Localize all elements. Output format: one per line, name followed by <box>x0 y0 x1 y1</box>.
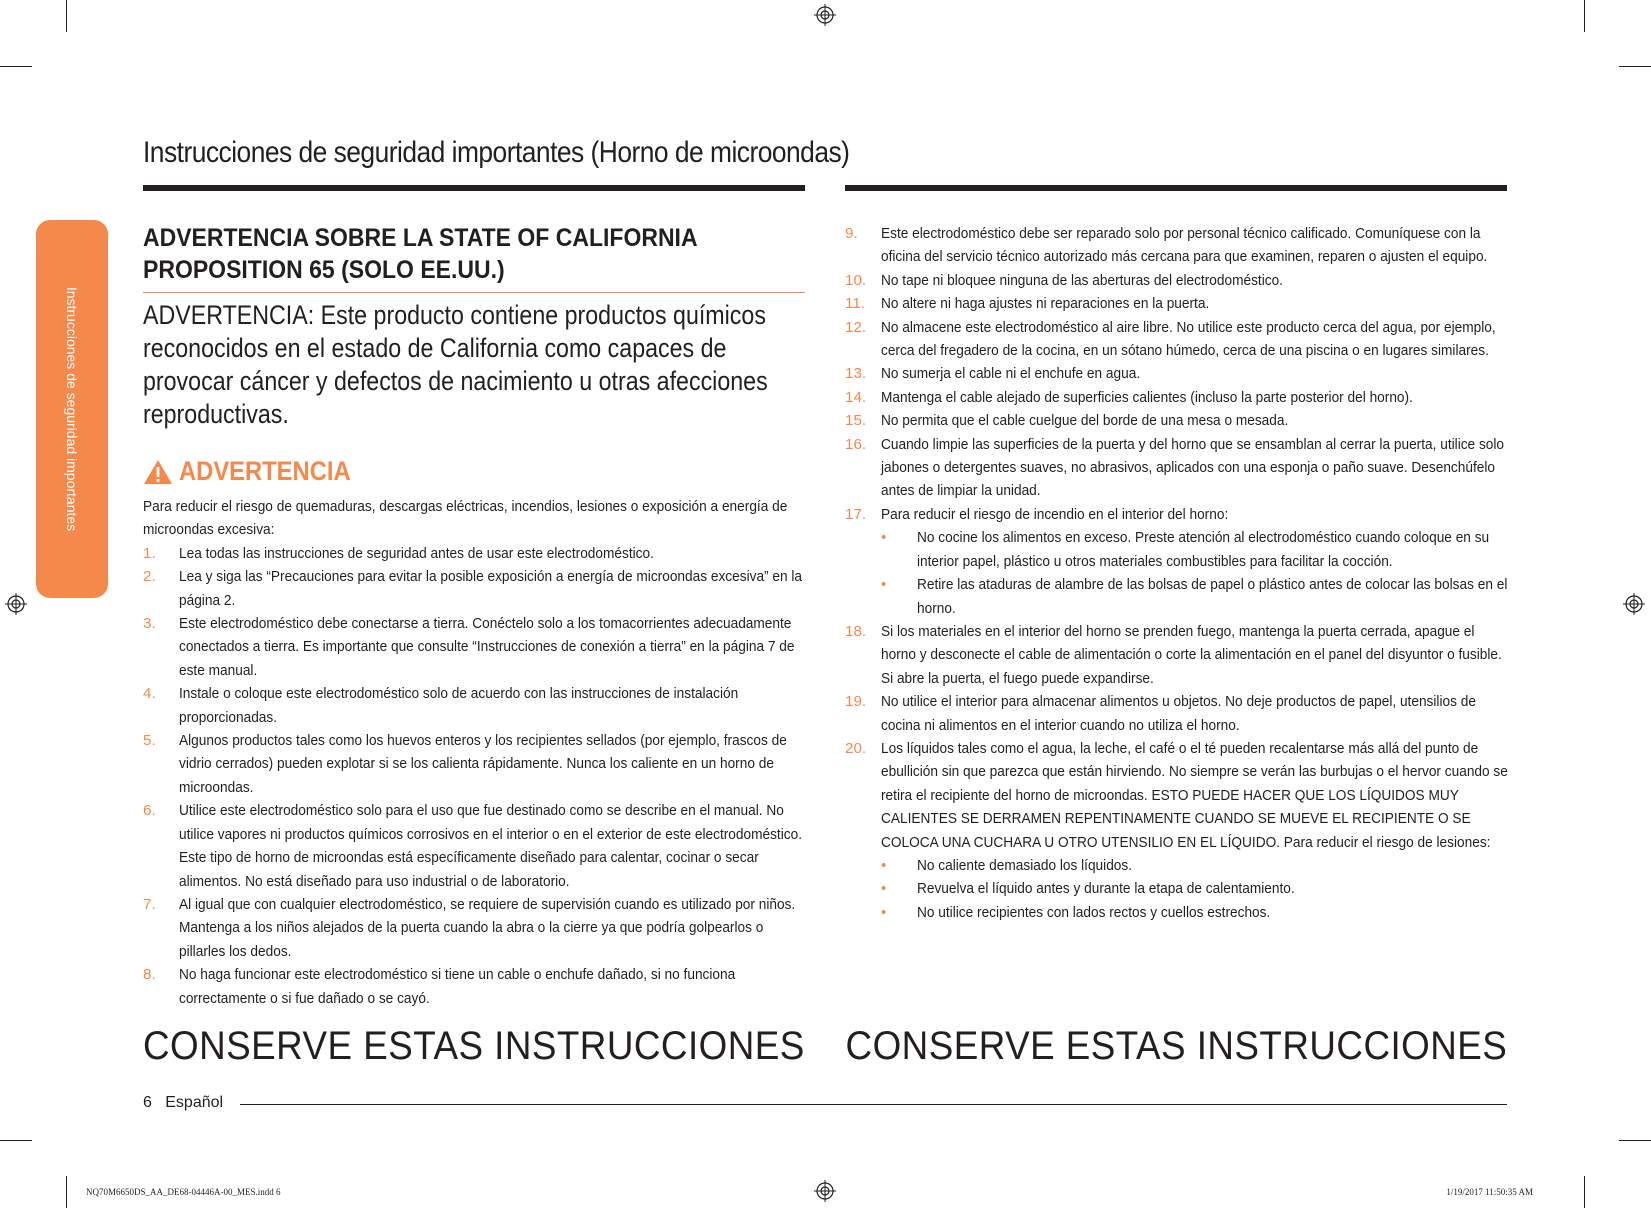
side-tab-label: Instrucciones de seguridad importantes <box>64 286 80 532</box>
list-item <box>845 690 1507 737</box>
header-rule-left <box>143 185 805 191</box>
crop-mark <box>0 1140 32 1141</box>
item-text: Los líquidos tales como el agua, la leche, el café o el té pueden recalentarse más allá del punto de ebullición sin que parezca que están hirviendo. No siempre se verán las burbujas o el hervor cuando se retira el recipiente del horno de microondas. ESTO PUEDE HACER QUE LOS LÍQUIDOS MUY CALIENTES SE DERRAMEN REPENTINAMENTE CUANDO SE MUEVE EL RECIPIENTE O SE COLOCA UNA CUCHARA U OTRO UTENSILIO EN EL LÍQUIDO. Para reducir el riesgo de lesiones: <box>881 739 1508 851</box>
page-footer <box>143 1094 223 1112</box>
list-item <box>143 682 805 729</box>
crop-mark <box>1619 1140 1651 1141</box>
bullet-text: No utilice recipientes con lados rectos y cuellos estrechos. <box>917 903 1271 921</box>
item-text: Este electrodoméstico debe ser reparado solo por personal técnico calificado. Comuníquese con la oficina del servicio técnico autorizado más cercana para que examinen, reparen o ajusten el equipo. <box>881 225 1488 266</box>
item-text: Lea todas las instrucciones de seguridad antes de usar este electrodoméstico. <box>179 544 654 562</box>
crop-mark <box>1619 66 1651 67</box>
page-title: Instrucciones de seguridad importantes (Horno de microondas) <box>143 136 850 169</box>
item-text: Este electrodoméstico debe conectarse a tierra. Conéctelo solo a los tomacorrientes adecuadamente conectados a tierra. Es importante que consulte “Instrucciones de conexión a tierra” en la página 7 de este manual. <box>179 615 795 679</box>
item-number: 15. <box>845 412 867 430</box>
item-number: 6. <box>143 802 156 820</box>
footer-rule <box>240 1104 1507 1105</box>
list-item <box>143 542 805 565</box>
item-text: Mantenga el cable alejado de superficies calientes (incluso la parte posterior del horno). <box>881 388 1413 406</box>
crop-mark <box>0 66 32 67</box>
bullet-icon: • <box>881 856 887 874</box>
registration-mark-icon <box>5 593 27 615</box>
list-item <box>845 316 1507 363</box>
list-item <box>845 386 1507 409</box>
warning-intro: Para reducir el riesgo de quemaduras, descargas eléctricas, incendios, lesiones o exposición a energía de microondas excesiva: <box>143 498 788 539</box>
print-slug-file: NQ70M6650DS_AA_DE68-04446A-00_MES.indd 6 <box>86 1187 281 1197</box>
section-rule <box>143 292 805 293</box>
left-safety-list <box>143 542 805 1010</box>
item-number: 4. <box>143 685 156 703</box>
bullet-icon: • <box>881 903 887 921</box>
item-number: 17. <box>845 505 867 523</box>
item-number: 11. <box>845 295 865 313</box>
footer-language: Español <box>165 1094 224 1111</box>
bullet-text: No cocine los alimentos en exceso. Preste atención al electrodoméstico cuando coloque en su interior papel, plástico u otros materiales combustibles para facilitar la cocción. <box>917 529 1490 570</box>
list-item <box>143 799 805 893</box>
item-number: 16. <box>845 435 867 453</box>
page-number: 6 <box>143 1094 152 1111</box>
item-text: Lea y siga las “Precauciones para evitar la posible exposición a energía de microondas excesiva” en la página 2. <box>179 568 803 609</box>
warning-triangle-icon <box>143 458 173 486</box>
crop-mark <box>1584 1176 1585 1208</box>
bullet-icon: • <box>881 880 887 898</box>
item-number: 3. <box>143 615 156 633</box>
item-text: Para reducir el riesgo de incendio en el interior del horno: <box>881 505 1229 523</box>
bullet-item <box>881 901 1507 924</box>
item-number: 14. <box>845 388 867 406</box>
bullet-item <box>881 877 1507 900</box>
item-text: Instale o coloque este electrodoméstico solo de acuerdo con las instrucciones de instalación proporcionadas. <box>179 685 739 726</box>
bullet-list <box>881 526 1507 620</box>
list-item <box>845 737 1507 924</box>
crop-mark <box>66 0 67 32</box>
list-item <box>143 963 805 1010</box>
prop65-warning-text: ADVERTENCIA: Este producto contiene productos químicos reconocidos en el estado de California como capaces de provocar cáncer y defectos de nacimiento u otras afecciones reproductivas. <box>143 300 768 429</box>
item-text: Cuando limpie las superficies de la puerta y del horno que se ensamblan al cerrar la puerta, utilice solo jabones o detergentes suaves, no abrasivos, aplicados con una esponja o paño suave. Desenchúfelo antes de limpiar la unidad. <box>881 435 1505 500</box>
item-number: 12. <box>845 318 867 336</box>
item-number: 9. <box>845 225 858 242</box>
bullet-item <box>881 526 1507 573</box>
bullet-item <box>881 854 1507 877</box>
list-item <box>143 893 805 963</box>
list-item <box>143 612 805 682</box>
bullet-text: Retire las ataduras de alambre de las bolsas de papel o plástico antes de colocar las bolsas en el horno. <box>917 576 1508 617</box>
item-text: No permita que el cable cuelgue del borde de una mesa o mesada. <box>881 412 1289 430</box>
bullet-icon: • <box>881 576 887 594</box>
item-text: No sumerja el cable ni el enchufe en agua. <box>881 365 1141 383</box>
crop-mark <box>1584 0 1585 32</box>
item-text: Utilice este electrodoméstico solo para el uso que fue destinado como se describe en el manual. No utilice vapores ni productos químicos corrosivos en el interior o en el exterior de este electrodoméstico. Este tipo de horno de microondas está específicamente diseñado para calentar, cocinar o secar alimentos. No está diseñado para uso industrial o de laboratorio. <box>179 802 802 890</box>
item-text: No almacene este electrodoméstico al aire libre. No utilice este producto cerca del agua, por ejemplo, cerca del fregadero de la cocina, en un sótano húmedo, cerca de una piscina o en lugares similares. <box>881 318 1496 360</box>
item-number: 8. <box>143 966 156 984</box>
list-item <box>845 409 1507 432</box>
bullet-text: Revuelva el líquido antes y durante la etapa de calentamiento. <box>917 880 1295 898</box>
list-item <box>845 620 1507 690</box>
print-slug-date: 1/19/2017 11:50:35 AM <box>1446 1187 1533 1197</box>
item-number: 13. <box>845 365 867 383</box>
item-text: Algunos productos tales como los huevos enteros y los recipientes sellados (por ejemplo, frascos de vidrio cerrados) pueden explotar si se los calienta rápidamente. Nunca los caliente en un horno de microondas. <box>179 732 787 796</box>
list-item <box>845 269 1507 292</box>
warning-heading <box>143 455 805 489</box>
crop-mark <box>66 1176 67 1208</box>
list-item <box>143 565 805 612</box>
item-text: No haga funcionar este electrodoméstico si tiene un cable o enchufe dañado, si no funciona correctamente o si fue dañado o se cayó. <box>179 966 736 1007</box>
list-item <box>845 433 1507 503</box>
section-title: ADVERTENCIA SOBRE LA STATE OF CALIFORNIA PROPOSITION 65 (SOLO EE.UU.) <box>143 224 697 284</box>
item-number: 2. <box>143 568 156 586</box>
conserve-heading-right: CONSERVE ESTAS INSTRUCCIONES <box>845 1024 1507 1068</box>
item-text: No utilice el interior para almacenar alimentos u objetos. No deje productos de papel, utensilios de cocina ni alimentos en el interior cuando no utiliza el horno. <box>881 693 1476 734</box>
bullet-icon: • <box>881 529 887 547</box>
item-number: 7. <box>143 895 156 913</box>
left-column <box>143 222 805 1010</box>
bullet-text: No caliente demasiado los líquidos. <box>917 856 1133 874</box>
item-number: 18. <box>845 622 867 640</box>
item-text: No altere ni haga ajustes ni reparaciones en la puerta. <box>881 295 1210 313</box>
item-number: 19. <box>845 693 867 711</box>
list-item <box>845 292 1507 315</box>
registration-mark-icon <box>814 4 836 26</box>
conserve-heading-left: CONSERVE ESTAS INSTRUCCIONES <box>143 1024 805 1068</box>
bullet-list <box>881 854 1507 924</box>
warning-label: ADVERTENCIA <box>179 456 351 487</box>
list-item <box>143 729 805 799</box>
list-item <box>845 503 1507 620</box>
registration-mark-icon <box>814 1180 836 1202</box>
list-item <box>845 362 1507 385</box>
item-text: Si los materiales en el interior del horno se prenden fuego, mantenga la puerta cerrada, apague el horno y desconecte el cable de alimentación o corte la alimentación en el panel del disyuntor o fusible. Si abre la puerta, el fuego puede expandirse. <box>881 622 1502 687</box>
right-safety-list <box>845 222 1507 924</box>
header-rule-right <box>845 185 1507 191</box>
item-text: No tape ni bloquee ninguna de las aberturas del electrodoméstico. <box>881 271 1283 289</box>
item-number: 5. <box>143 732 156 750</box>
item-text: Al igual que con cualquier electrodoméstico, se requiere de supervisión cuando es utilizado por niños. Mantenga a los niños alejados de la puerta cuando la abra o la cierre ya que podría golpearlos o pillarles los dedos. <box>179 895 796 960</box>
item-number: 10. <box>845 271 867 289</box>
registration-mark-icon <box>1623 593 1645 615</box>
bullet-item <box>881 573 1507 620</box>
right-column <box>845 222 1507 924</box>
item-number: 20. <box>845 739 867 757</box>
list-item <box>845 222 1507 269</box>
item-number: 1. <box>143 544 156 562</box>
